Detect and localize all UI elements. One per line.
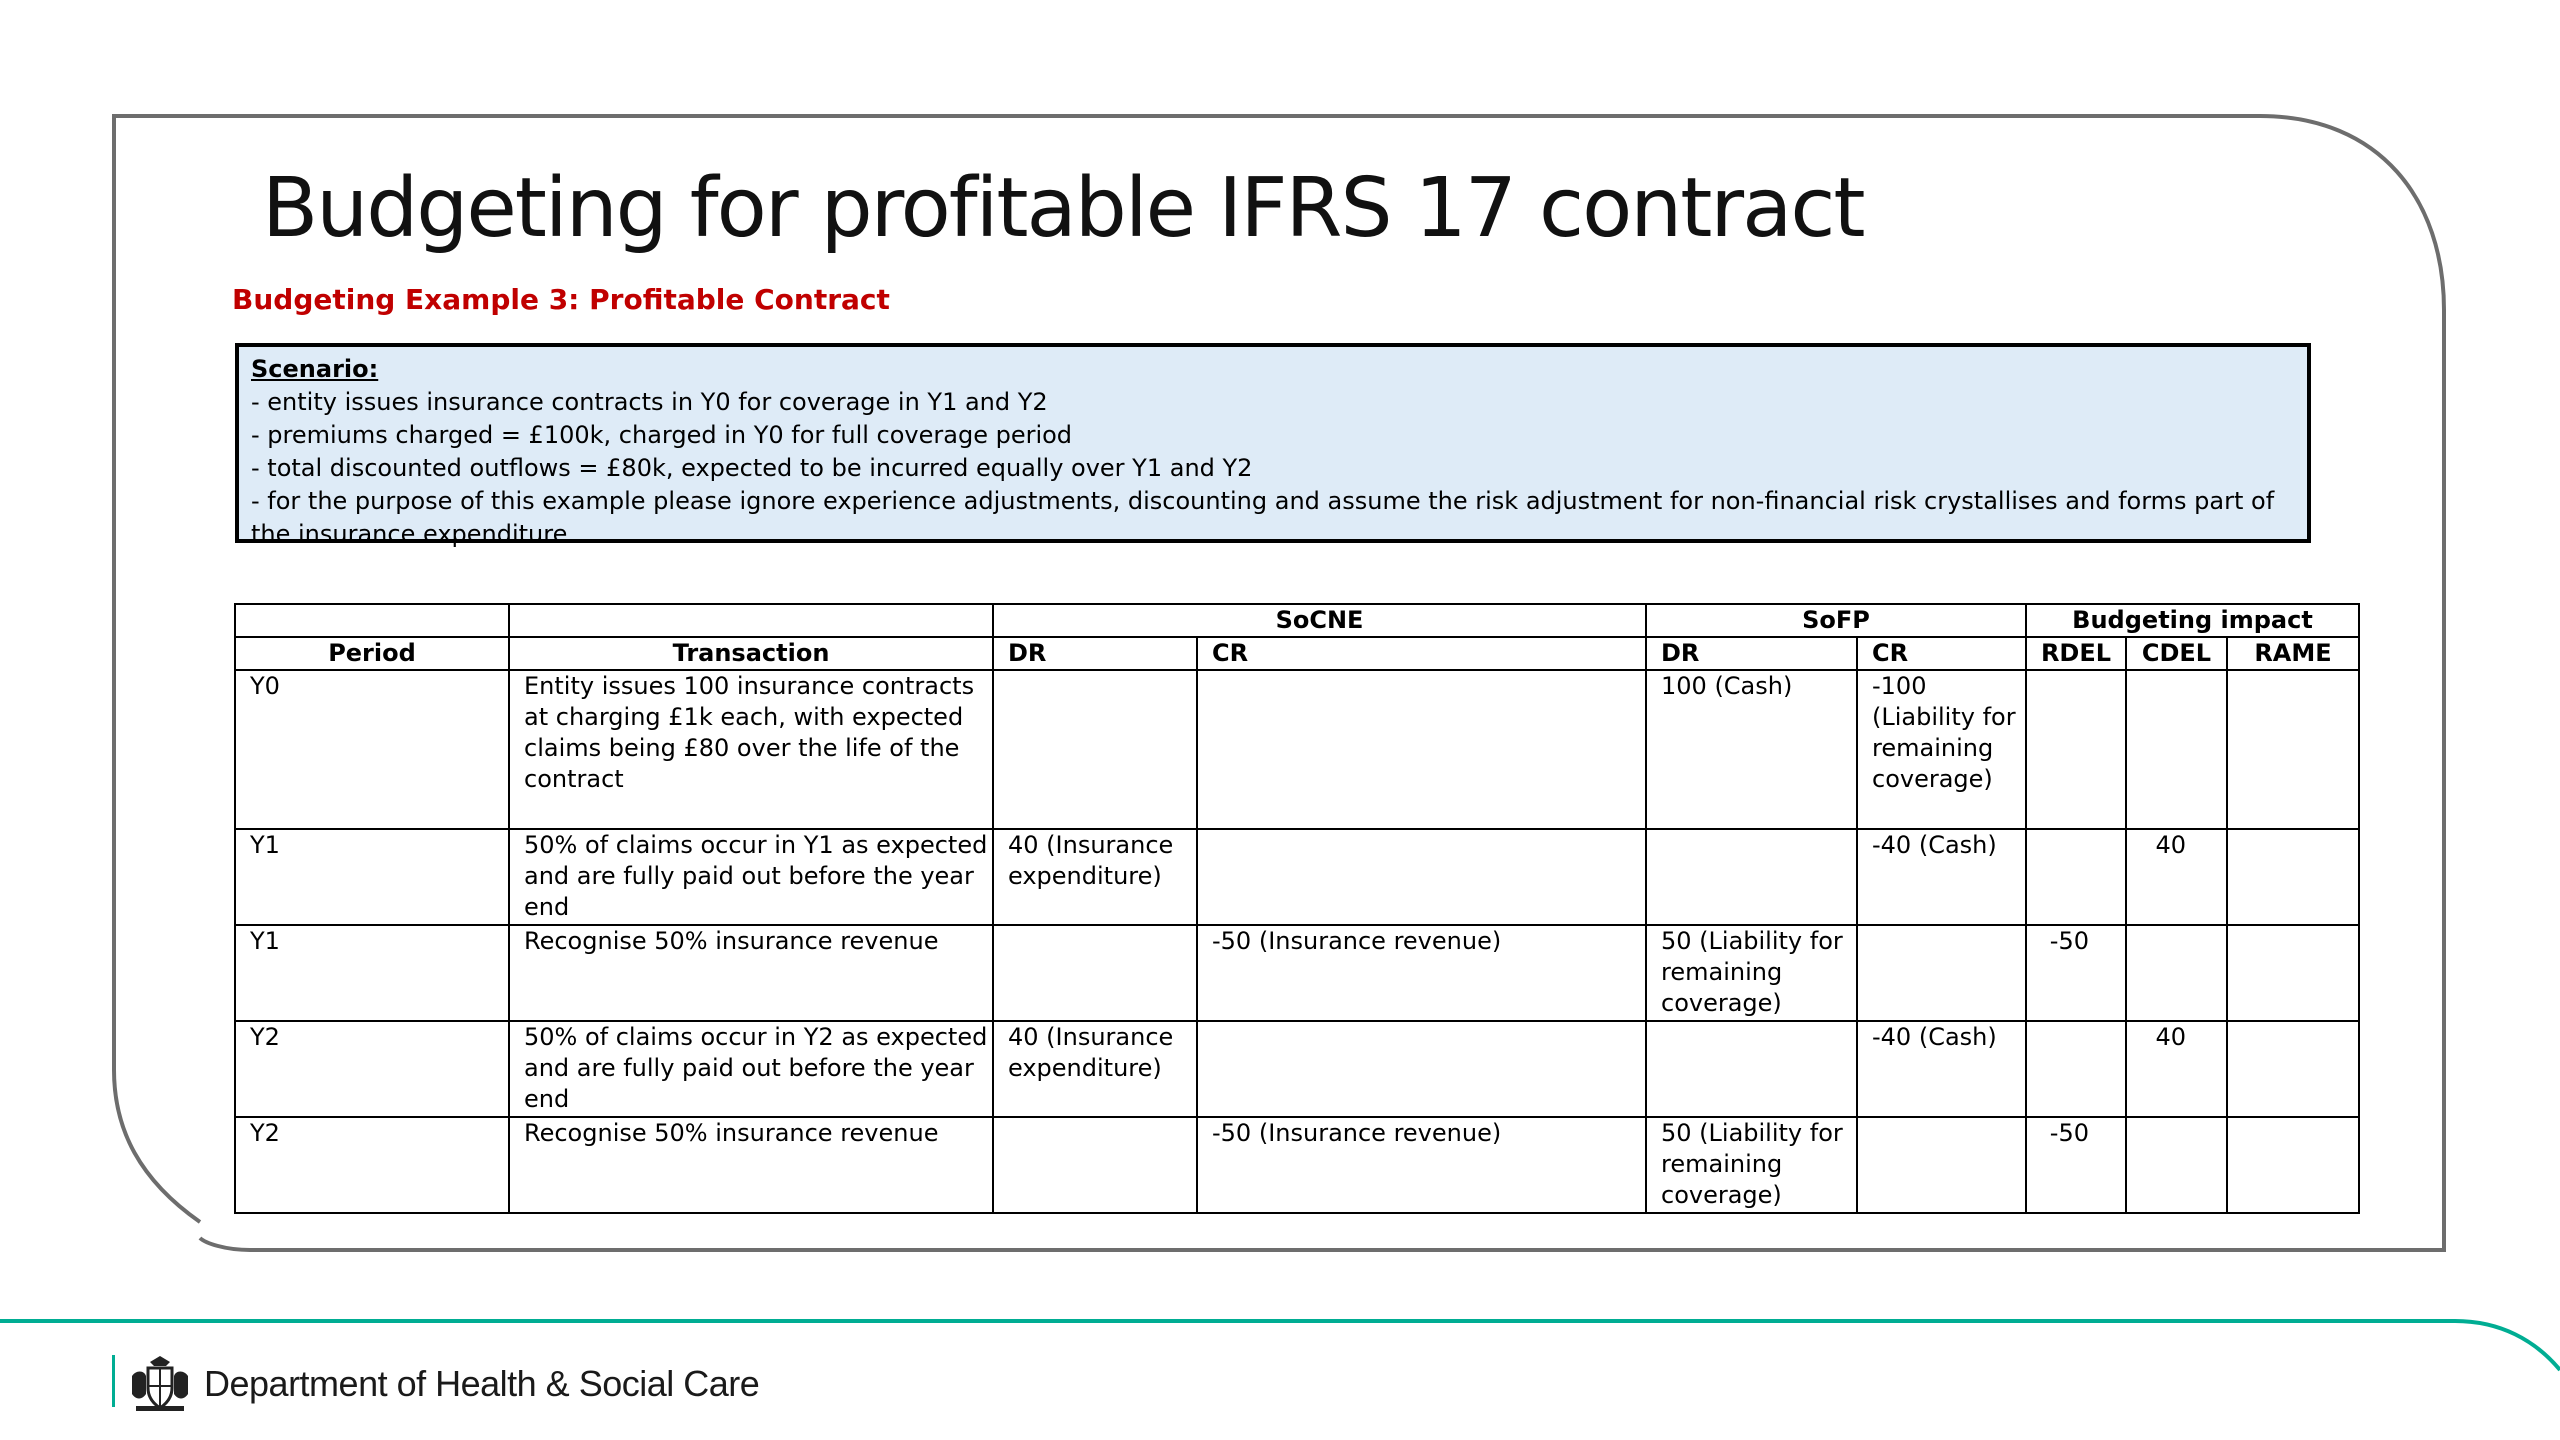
transaction-cell: Recognise 50% insurance revenue	[509, 925, 993, 1021]
rame-cell	[2227, 670, 2359, 829]
sofp-dr-cell: 50 (Liability for remaining coverage)	[1646, 925, 1857, 1021]
transaction-cell: 50% of claims occur in Y2 as expected and are fully paid out before the year end	[509, 1021, 993, 1117]
table-row	[235, 670, 2359, 829]
transaction-cell: 50% of claims occur in Y1 as expected and are fully paid out before the year end	[509, 829, 993, 925]
period-cell: Y2	[235, 1117, 509, 1213]
transaction-cell: Recognise 50% insurance revenue	[509, 1117, 993, 1213]
royal-coat-of-arms-icon	[126, 1354, 194, 1414]
socne-cr-cell: -50 (Insurance revenue)	[1197, 925, 1646, 1021]
socne-dr-cell	[993, 925, 1197, 1021]
cdel-cell	[2126, 1117, 2227, 1213]
department-name: Department of Health & Social Care	[204, 1363, 760, 1404]
socne-cr-cell	[1197, 829, 1646, 925]
table-row	[235, 1021, 2359, 1117]
rame-cell	[2227, 1117, 2359, 1213]
socne-cr-cell	[1197, 670, 1646, 829]
footer-accent-bar	[112, 1355, 115, 1407]
transaction-header: Transaction	[509, 637, 993, 670]
scenario-line: - entity issues insurance contracts in Y0 for coverage in Y1 and Y2	[251, 388, 1048, 416]
socne-dr-cell	[993, 670, 1197, 829]
rame-cell	[2227, 925, 2359, 1021]
budgeting-table	[234, 603, 2360, 1214]
example-subtitle: Budgeting Example 3: Profitable Contract	[232, 283, 890, 316]
socne-group-header: SoCNE	[993, 604, 1646, 637]
period-cell: Y2	[235, 1021, 509, 1117]
sofp-dr-header: DR	[1646, 637, 1857, 670]
table-row	[235, 1117, 2359, 1213]
rdel-cell	[2026, 670, 2126, 829]
cdel-cell	[2126, 670, 2227, 829]
scenario-line: - premiums charged = £100k, charged in Y0 for full coverage period	[251, 421, 1073, 449]
scenario-line: - total discounted outflows = £80k, expected to be incurred equally over Y1 and Y2	[251, 454, 1253, 482]
transaction-cell: Entity issues 100 insurance contracts at charging £1k each, with expected claims being £80 over the life of the contract	[509, 670, 993, 829]
cdel-cell: 40	[2126, 829, 2227, 925]
scenario-line: - for the purpose of this example please ignore experience adjustments, discounting and assume the risk adjustment for non-financial risk crystallises and forms part of the insurance expenditure.	[251, 487, 2275, 548]
sofp-cr-cell	[1857, 925, 2026, 1021]
rame-header: RAME	[2227, 637, 2359, 670]
sofp-cr-header: CR	[1857, 637, 2026, 670]
rame-cell	[2227, 1021, 2359, 1117]
period-cell: Y1	[235, 925, 509, 1021]
cdel-header: CDEL	[2126, 637, 2227, 670]
sofp-dr-cell	[1646, 829, 1857, 925]
scenario-box	[235, 343, 2311, 548]
rdel-cell	[2026, 829, 2126, 925]
rdel-cell: -50	[2026, 925, 2126, 1021]
sofp-group-header: SoFP	[1646, 604, 2026, 637]
table-row	[235, 829, 2359, 925]
table-row	[235, 925, 2359, 1021]
sofp-dr-cell: 50 (Liability for remaining coverage)	[1646, 1117, 1857, 1213]
sofp-cr-cell: -100 (Liability for remaining coverage)	[1857, 670, 2026, 829]
rdel-header: RDEL	[2026, 637, 2126, 670]
socne-dr-cell: 40 (Insurance expenditure)	[993, 1021, 1197, 1117]
rdel-cell	[2026, 1021, 2126, 1117]
period-header: Period	[235, 637, 509, 670]
budgeting-impact-group-header: Budgeting impact	[2026, 604, 2359, 637]
socne-cr-cell	[1197, 1021, 1646, 1117]
scenario-heading: Scenario:	[251, 355, 379, 383]
socne-dr-cell: 40 (Insurance expenditure)	[993, 829, 1197, 925]
rdel-cell: -50	[2026, 1117, 2126, 1213]
rame-cell	[2227, 829, 2359, 925]
cdel-cell	[2126, 925, 2227, 1021]
socne-cr-cell: -50 (Insurance revenue)	[1197, 1117, 1646, 1213]
sofp-dr-cell: 100 (Cash)	[1646, 670, 1857, 829]
blank-header-cell	[509, 604, 993, 637]
sofp-cr-cell: -40 (Cash)	[1857, 1021, 2026, 1117]
period-cell: Y1	[235, 829, 509, 925]
slide-title: Budgeting for profitable IFRS 17 contract	[262, 161, 1864, 256]
socne-cr-header: CR	[1197, 637, 1646, 670]
sofp-cr-cell: -40 (Cash)	[1857, 829, 2026, 925]
column-header-row	[235, 637, 2359, 670]
socne-dr-cell	[993, 1117, 1197, 1213]
period-cell: Y0	[235, 670, 509, 829]
sofp-dr-cell	[1646, 1021, 1857, 1117]
group-header-row	[235, 604, 2359, 637]
socne-dr-header: DR	[993, 637, 1197, 670]
sofp-cr-cell	[1857, 1117, 2026, 1213]
blank-header-cell	[235, 604, 509, 637]
cdel-cell: 40	[2126, 1021, 2227, 1117]
